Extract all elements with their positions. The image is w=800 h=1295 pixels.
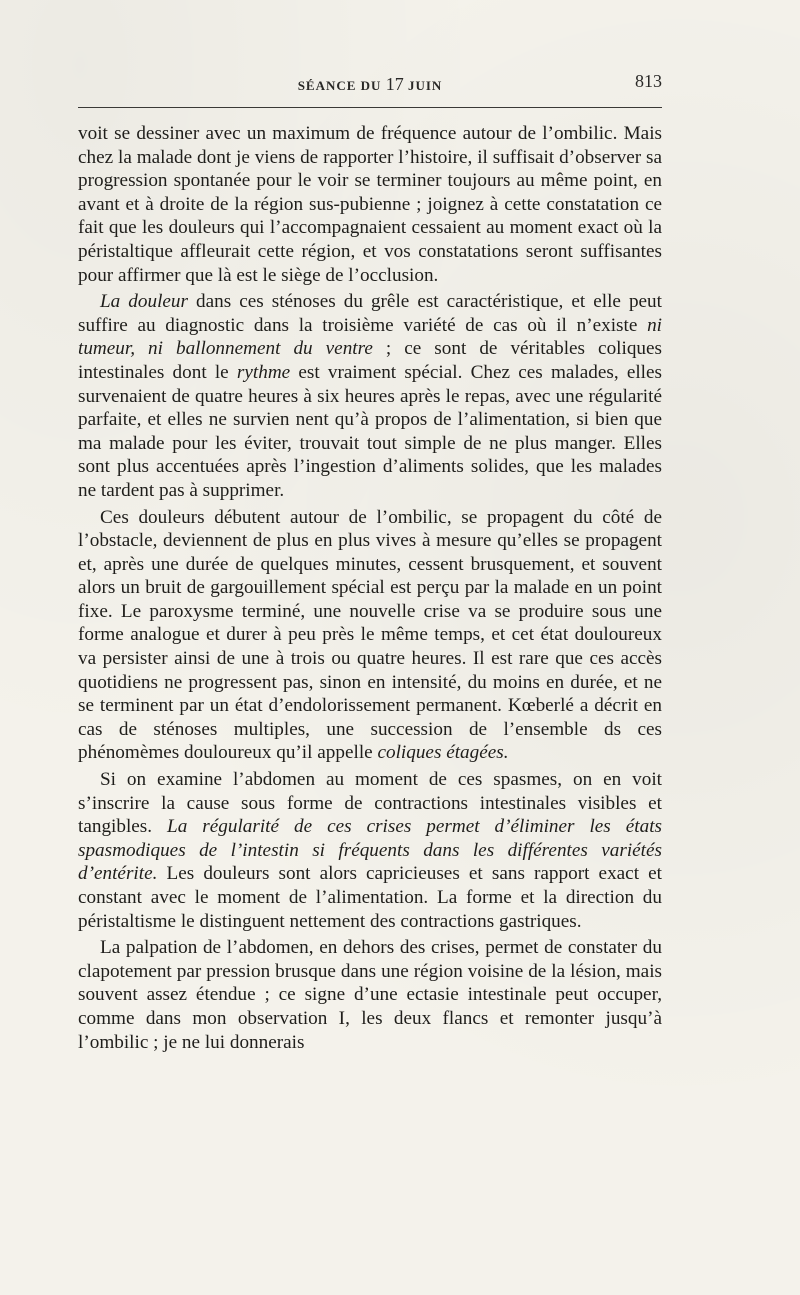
paragraph-1 <box>78 122 662 287</box>
running-title-day: 17 <box>385 74 404 94</box>
running-title-prefix: SÉANCE DU <box>297 78 382 93</box>
paragraph-2-text-c: est vraiment spécial. Chez ces malades, elles survenaient de quatre heures à six heures après le repas, avec une régularité parfaite, et elles ne survien nent qu’à propos de l’alimentation, si bien que ma malade pour les éviter, trouvait tout simple de ne plus manger. Elles sont plus accentuées après l’ingestion d’aliments solides, que les malades ne tardent pas à supprimer. <box>78 361 662 501</box>
running-title-month: JUIN <box>407 78 443 93</box>
paragraph-4-italic-regularite: La régularité de ces crises permet d’éliminer les états spasmodiques de l’intestin si fréquents dans les différentes variétés d’entérite. <box>78 816 662 885</box>
running-title <box>78 74 662 95</box>
paragraph-2-text-b: ; ce sont de véritables coliques intestinales dont le <box>78 338 662 383</box>
page-header <box>78 70 662 100</box>
paragraph-5 <box>78 936 662 1054</box>
paragraph-2-italic-ni-tumeur: ni tumeur, ni ballonnement du ventre <box>78 314 662 360</box>
paragraph-2-text-a: dans ces sténoses du grêle est caractéristique, et elle peut suffire au diagnostic dans la troisième variété de cas où il n’existe <box>78 291 662 336</box>
header-rule <box>78 107 662 108</box>
paragraph-3-text: Ces douleurs débutent autour de l’ombilic, se propagent du côté de l’obstacle, deviennent de plus en plus vives à mesure qu’elles se propagent et, après une durée de quelques minutes, cessent brusquement, et souvent alors un bruit de gargouillement spécial est perçu par la malade en un point fixe. Le paroxysme terminé, une nouvelle crise va se produire sous une forme analogue et durer à peu près le même temps, et cet état douloureux va persister ainsi de une à trois ou quatre heures. Il est rare que ces accès quotidiens ne progressent pas, sinon en intensité, du moins en durée, et ne se terminent par un état d’endolorissement permanent. Kœberlé a décrit en cas de sténoses multiples, une succession de l’ensemble ds ces phénomèmes douloureux qu’il appelle <box>78 506 662 764</box>
paragraph-3 <box>78 506 662 766</box>
page-number: 813 <box>635 71 662 91</box>
paragraph-2 <box>78 290 662 502</box>
paragraph-4 <box>78 768 662 933</box>
paragraph-5-text: La palpation de l’abdomen, en dehors des crises, permet de constater du clapotement par pression brusque dans une région voisine de la lésion, mais souvent assez étendue ; ce signe d’une ectasie intestinale peut occuper, comme dans mon observation I, les deux flancs et remonter jusqu’à l’ombilic ; je ne lui donnerais <box>78 937 662 1053</box>
paragraph-2-italic-rythme: rythme <box>236 361 291 383</box>
paragraph-3-italic-coliques-etagees: coliques étagées. <box>377 742 509 764</box>
paragraph-2-italic-la-douleur: La douleur <box>100 291 188 313</box>
body-text <box>78 122 662 1054</box>
paragraph-4-text-b: Les douleurs sont alors capricieuses et sans rapport exact et constant avec le moment de l’alimentation. La forme et la direction du péristaltisme le distinguent nettement des contractions gastriques. <box>78 863 662 932</box>
paragraph-1-text: voit se dessiner avec un maximum de fréquence autour de l’ombilic. Mais chez la malade dont je viens de rapporter l’histoire, il suffisait d’observer sa progression spontanée pour le voir se terminer toujours au même point, en avant et à droite de la région sus-pubienne ; joignez à cette constatation ce fait que les douleurs qui l’accompagnaient cessaient au moment exact où la péristaltique affleurait cette région, et vos constatations seront suffisantes pour affirmer que là est le siège de l’occlusion. <box>78 123 662 286</box>
paragraph-4-text-a: Si on examine l’abdomen au moment de ces spasmes, on en voit s’inscrire la cause sous forme de contractions intestinales visibles et tangibles. <box>78 769 662 838</box>
